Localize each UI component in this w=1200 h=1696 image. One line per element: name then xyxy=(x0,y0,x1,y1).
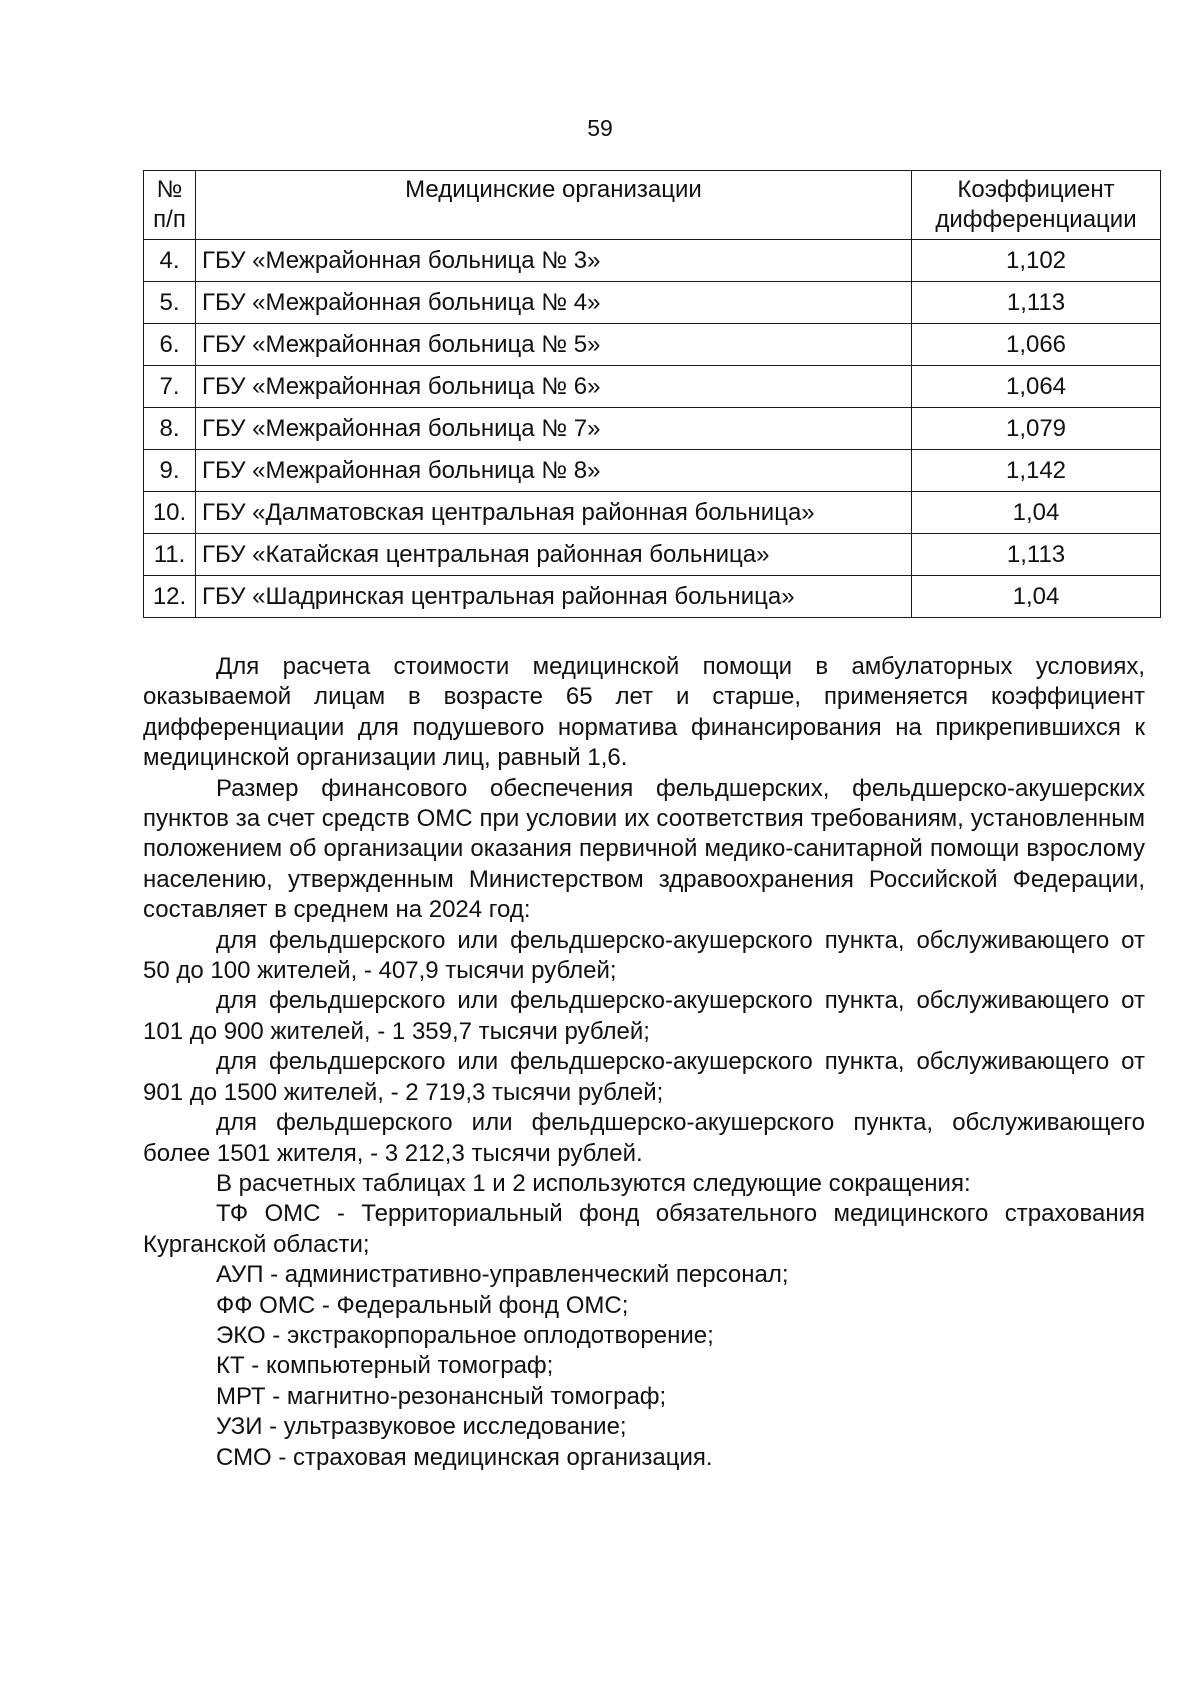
abbreviation-item: ТФ ОМС - Территориальный фонд обязательного медицинского страхования Курганской области; xyxy=(143,1200,1145,1258)
table-header-row xyxy=(144,171,1161,240)
cell-num: 12. xyxy=(144,576,196,618)
cell-coef: 1,064 xyxy=(912,366,1161,408)
cell-org: ГБУ «Межрайонная больница № 4» xyxy=(196,282,912,324)
cell-org: ГБУ «Шадринская центральная районная больница» xyxy=(196,576,912,618)
abbreviation-item: АУП - административно-управленческий персонал; xyxy=(216,1261,789,1289)
abbreviation-item: ФФ ОМС - Федеральный фонд ОМС; xyxy=(216,1291,629,1319)
abbreviation-item: КТ - компьютерный томограф; xyxy=(216,1352,554,1380)
table-row xyxy=(144,408,1161,450)
table-row xyxy=(144,450,1161,492)
cell-coef: 1,113 xyxy=(912,282,1161,324)
cell-num: 5. xyxy=(144,282,196,324)
cell-org: ГБУ «Межрайонная больница № 8» xyxy=(196,450,912,492)
cell-num: 8. xyxy=(144,408,196,450)
cell-org: ГБУ «Межрайонная больница № 7» xyxy=(196,408,912,450)
table-row xyxy=(144,324,1161,366)
funding-item: для фельдшерского или фельдшерско-акушерского пункта, обслуживающего от 50 до 100 жителей, - 407,9 тысячи рублей; xyxy=(143,926,1145,985)
cell-org: ГБУ «Далматовская центральная районная больница» xyxy=(196,492,912,534)
body-text xyxy=(143,652,1145,1473)
funding-item: для фельдшерского или фельдшерско-акушерского пункта, обслуживающего более 1501 жителя, - 3 212,3 тысячи рублей. xyxy=(143,1109,1145,1167)
abbreviation-item: МРТ - магнитно-резонансный томограф; xyxy=(216,1382,667,1410)
table-body xyxy=(144,240,1161,618)
cell-org: ГБУ «Межрайонная больница № 6» xyxy=(196,366,912,408)
cell-coef: 1,142 xyxy=(912,450,1161,492)
cell-num: 11. xyxy=(144,534,196,576)
page-number: 59 xyxy=(587,115,613,141)
abbreviation-item: ЭКО - экстракорпоральное оплодотворение; xyxy=(216,1321,714,1349)
table-row xyxy=(144,282,1161,324)
cell-org: ГБУ «Межрайонная больница № 5» xyxy=(196,324,912,366)
cell-org: ГБУ «Межрайонная больница № 3» xyxy=(196,240,912,282)
header-num: № п/п xyxy=(144,171,196,240)
cell-num: 6. xyxy=(144,324,196,366)
cell-num: 10. xyxy=(144,492,196,534)
header-coef: Коэффициент дифференциации xyxy=(912,171,1161,240)
funding-items xyxy=(143,926,1145,1169)
table-row xyxy=(144,576,1161,618)
funding-item: для фельдшерского или фельдшерско-акушерского пункта, обслуживающего от 101 до 900 жителей, - 1 359,7 тысячи рублей; xyxy=(143,987,1145,1045)
cell-coef: 1,04 xyxy=(912,576,1161,618)
cell-coef: 1,066 xyxy=(912,324,1161,366)
table-row xyxy=(144,240,1161,282)
cell-coef: 1,102 xyxy=(912,240,1161,282)
cell-coef: 1,04 xyxy=(912,492,1161,534)
paragraph-funding: Размер финансового обеспечения фельдшерских, фельдшерско-акушерских пунктов за счет средств ОМС при условии их соответствия требованиям, установленным положением об организации оказания первичной медико-санитарной помощи взрослому населению, утвержденным Министерством здравоохранения Российской Федерации, составляет в среднем на 2024 год: xyxy=(143,774,1145,924)
paragraph-coefficient: Для расчета стоимости медицинской помощи в амбулаторных условиях, оказываемой лицам в возрасте 65 лет и старше, применяется коэффициент дифференциации для подушевого норматива финансирования на прикрепившихся к медицинской организации лиц, равный 1,6. xyxy=(143,653,1145,772)
funding-item: для фельдшерского или фельдшерско-акушерского пункта, обслуживающего от 901 до 1500 жителей, - 2 719,3 тысячи рублей; xyxy=(143,1048,1145,1106)
cell-coef: 1,079 xyxy=(912,408,1161,450)
abbreviations-list xyxy=(143,1199,1145,1473)
organizations-table xyxy=(143,170,1161,618)
cell-org: ГБУ «Катайская центральная районная больница» xyxy=(196,534,912,576)
cell-num: 7. xyxy=(144,366,196,408)
table-row xyxy=(144,534,1161,576)
abbreviations-intro: В расчетных таблицах 1 и 2 используются следующие сокращения: xyxy=(216,1169,971,1197)
cell-num: 4. xyxy=(144,240,196,282)
abbreviation-item: СМО - страховая медицинская организация. xyxy=(216,1443,713,1471)
cell-coef: 1,113 xyxy=(912,534,1161,576)
table-row xyxy=(144,366,1161,408)
abbreviation-item: УЗИ - ультразвуковое исследование; xyxy=(216,1413,627,1441)
table-row xyxy=(144,492,1161,534)
cell-num: 9. xyxy=(144,450,196,492)
header-org: Медицинские организации xyxy=(196,171,912,240)
